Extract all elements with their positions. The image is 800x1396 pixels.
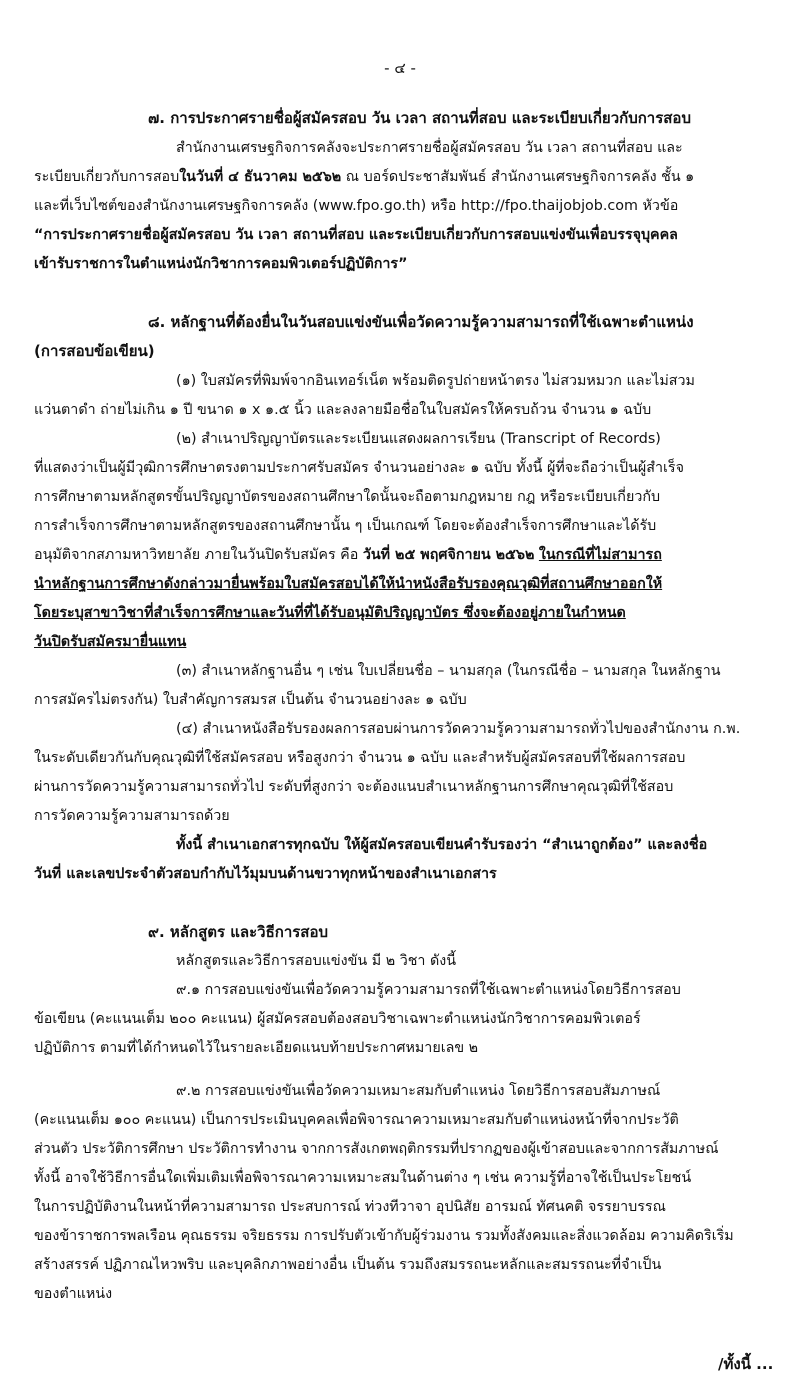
section-8-line: โดยระบุสาขาวิชาที่สำเร็จการศึกษาและวันที่ที่ได้รับอนุมัติปริญญาบัตร ซึ่งจะต้องอยู่ภายในกำหนด: [34, 605, 626, 621]
section-8-line: นำหลักฐานการศึกษาดังกล่าวมายื่นพร้อมใบสมัครสอบได้ให้นำหนังสือรับรองคุณวุฒิที่สถานศึกษาออกให้: [34, 576, 663, 592]
section-9-line: ในการปฏิบัติงานในหน้าที่ความสามารถ ประสบการณ์ ท่วงทีวาจา อุปนิสัย อารมณ์ ทัศนคติ จรรยาบรรณ: [34, 1199, 666, 1215]
section-9-line: (คะแนนเต็ม ๑๐๐ คะแนน) เป็นการประเมินบุคคลเพื่อพิจารณาความเหมาะสมกับตำแหน่งหน้าที่จากประวัติ: [34, 1112, 679, 1128]
text-span: ระเบียบเกี่ยวกับการสอบ: [34, 169, 180, 185]
section-8-line: (๒) สำเนาปริญญาบัตรและระเบียนแสดงผลการเรียน (Transcript of Records): [176, 431, 661, 447]
section-9-line: ๙.๑ การสอบแข่งขันเพื่อวัดความรู้ความสามารถที่ใช้เฉพาะตำแหน่งโดยวิธีการสอบ: [176, 982, 681, 998]
underlined-text: ในกรณีที่ไม่สามารถ: [538, 547, 662, 563]
section-8-line: การสมัครไม่ตรงกัน) ใบสำคัญการสมรส เป็นต้น จำนวนอย่างละ ๑ ฉบับ: [34, 692, 467, 708]
section-8-line: ที่แสดงว่าเป็นผู้มีวุฒิการศึกษาตรงตามประกาศรับสมัคร จำนวนอย่างละ ๑ ฉบับ ทั้งนี้ ผู้ที่จะถือว่าเป็นผู้สำเร็จ: [34, 460, 684, 476]
section-9-line: ๙.๒ การสอบแข่งขันเพื่อวัดความเหมาะสมกับตำแหน่ง โดยวิธีการสอบสัมภาษณ์: [176, 1083, 661, 1099]
section-8-heading: ๘. หลักฐานที่ต้องยื่นในวันสอบแข่งขันเพื่อวัดความรู้ความสามารถที่ใช้เฉพาะตำแหน่ง: [148, 313, 694, 331]
section-9-line: ทั้งนี้ อาจใช้วิธีการอื่นใดเพิ่มเติมเพื่อพิจารณาความเหมาะสมในด้านต่าง ๆ เช่น ความรู้ที่อาจใช้เป็นประโยชน์: [34, 1170, 692, 1186]
section-7-line: และที่เว็บไซต์ของสำนักงานเศรษฐกิจการคลัง (www.fpo.go.th) หรือ http://fpo.thaijobjob.com หัวข้อ: [34, 198, 679, 214]
section-9-line: ข้อเขียน (คะแนนเต็ม ๒๐๐ คะแนน) ผู้สมัครสอบต้องสอบวิชาเฉพาะตำแหน่งนักวิชาการคอมพิวเตอร์: [34, 1011, 641, 1027]
section-8-line: การสำเร็จการศึกษาตามหลักสูตรของสถานศึกษานั้น ๆ เป็นเกณฑ์ โดยจะต้องสำเร็จการศึกษาและได้รับ: [34, 518, 657, 534]
section-7-line: “การประกาศรายชื่อผู้สมัครสอบ วัน เวลา สถานที่สอบ และระเบียบเกี่ยวกับการสอบแข่งขันเพื่อบรรจุบุคคล: [34, 227, 678, 243]
deadline-date: วันที่ ๒๕ พฤศจิกายน ๒๕๖๒: [362, 547, 535, 563]
section-9-line: ของข้าราชการพลเรือน คุณธรรม จริยธรรม การปรับตัวเข้ากับผู้ร่วมงาน รวมทั้งสังคมและสิ่งแวดล้อม ความคิดริเริ่ม: [34, 1228, 734, 1244]
section-7-heading: ๗. การประกาศรายชื่อผู้สมัครสอบ วัน เวลา สถานที่สอบ และระเบียบเกี่ยวกับการสอบ: [148, 109, 691, 127]
exam-announcement-date: ในวันที่ ๔ ธันวาคม ๒๕๖๒: [179, 169, 342, 185]
section-7-line: สำนักงานเศรษฐกิจการคลังจะประกาศรายชื่อผู้สมัครสอบ วัน เวลา สถานที่สอบ และ: [176, 140, 683, 156]
section-9-heading: ๙. หลักสูตร และวิธีการสอบ: [148, 923, 328, 941]
section-8-note: วันที่ และเลขประจำตัวสอบกำกับไว้มุมบนด้านขวาทุกหน้าของสำเนาเอกสาร: [34, 866, 497, 882]
section-8-line: การวัดความรู้ความสามารถด้วย: [34, 808, 230, 824]
section-8-subheading: (การสอบข้อเขียน): [34, 342, 155, 360]
section-8-line: การศึกษาตามหลักสูตรขั้นปริญญาบัตรของสถานศึกษาใดนั้นจะถือตามกฎหมาย กฎ หรือระเบียบเกี่ยวกับ: [34, 489, 661, 505]
section-8-line: ในระดับเดียวกันกับคุณวุฒิที่ใช้สมัครสอบ หรือสูงกว่า จำนวน ๑ ฉบับ และสำหรับผู้สมัครสอบที่ใช้ผลการสอบ: [34, 750, 686, 766]
section-9-line: หลักสูตรและวิธีการสอบแข่งขัน มี ๒ วิชา ดังนี้: [176, 953, 457, 969]
section-8-line: [34, 544, 662, 566]
section-8-line: (๔) สำเนาหนังสือรับรองผลการสอบผ่านการวัดความรู้ความสามารถทั่วไปของสำนักงาน ก.พ.: [176, 721, 741, 737]
section-8-line: ผ่านการวัดความรู้ความสามารถทั่วไป ระดับที่สูงกว่า จะต้องแนบสำเนาหลักฐานการศึกษาคุณวุฒิที่ใช้สอบ: [34, 779, 674, 795]
section-8-line: วันปิดรับสมัครมายื่นแทน: [34, 634, 187, 650]
text-span: อนุมัติจากสภามหาวิทยาลัย ภายในวันปิดรับสมัคร คือ: [34, 547, 363, 563]
section-7-line: เข้ารับราชการในตำแหน่งนักวิชาการคอมพิวเตอร์ปฏิบัติการ”: [34, 256, 408, 272]
section-8-line: แว่นตาดำ ถ่ายไม่เกิน ๑ ปี ขนาด ๑ x ๑.๕ นิ้ว และลงลายมือชื่อในใบสมัครให้ครบถ้วน จำนวน ๑ ฉบับ: [34, 402, 652, 418]
section-8-line: (๑) ใบสมัครที่พิมพ์จากอินเทอร์เน็ต พร้อมติดรูปถ่ายหน้าตรง ไม่สวมหมวก และไม่สวม: [176, 373, 695, 389]
continuation-footer: /ทั้งนี้ ...: [718, 1355, 774, 1373]
section-8-note: ทั้งนี้ สำเนาเอกสารทุกฉบับ ให้ผู้สมัครสอบเขียนคำรับรองว่า “สำเนาถูกต้อง” และลงชื่อ: [176, 837, 708, 853]
page-number: - ๔ -: [384, 59, 416, 77]
section-9-line: สร้างสรรค์ ปฏิภาณไหวพริบ และบุคลิกภาพอย่างอื่น เป็นต้น รวมถึงสมรรถนะหลักและสมรรถนะที่จำเป็น: [34, 1257, 662, 1273]
section-9-line: ของตำแหน่ง: [34, 1286, 113, 1302]
text-span: ณ บอร์ดประชาสัมพันธ์ สำนักงานเศรษฐกิจการคลัง ชั้น ๑: [341, 169, 695, 185]
section-9-line: ส่วนตัว ประวัติการศึกษา ประวัติการทำงาน จากการสังเกตพฤติกรรมที่ปรากฏของผู้เข้าสอบและจากการสัมภาษณ์: [34, 1141, 719, 1157]
section-8-line: (๓) สำเนาหลักฐานอื่น ๆ เช่น ใบเปลี่ยนชื่อ – นามสกุล (ในกรณีชื่อ – นามสกุล ในหลักฐาน: [176, 663, 721, 679]
section-9-line: ปฏิบัติการ ตามที่ได้กำหนดไว้ในรายละเอียดแนบท้ายประกาศหมายเลข ๒: [34, 1040, 479, 1056]
section-7-line: [34, 166, 694, 188]
